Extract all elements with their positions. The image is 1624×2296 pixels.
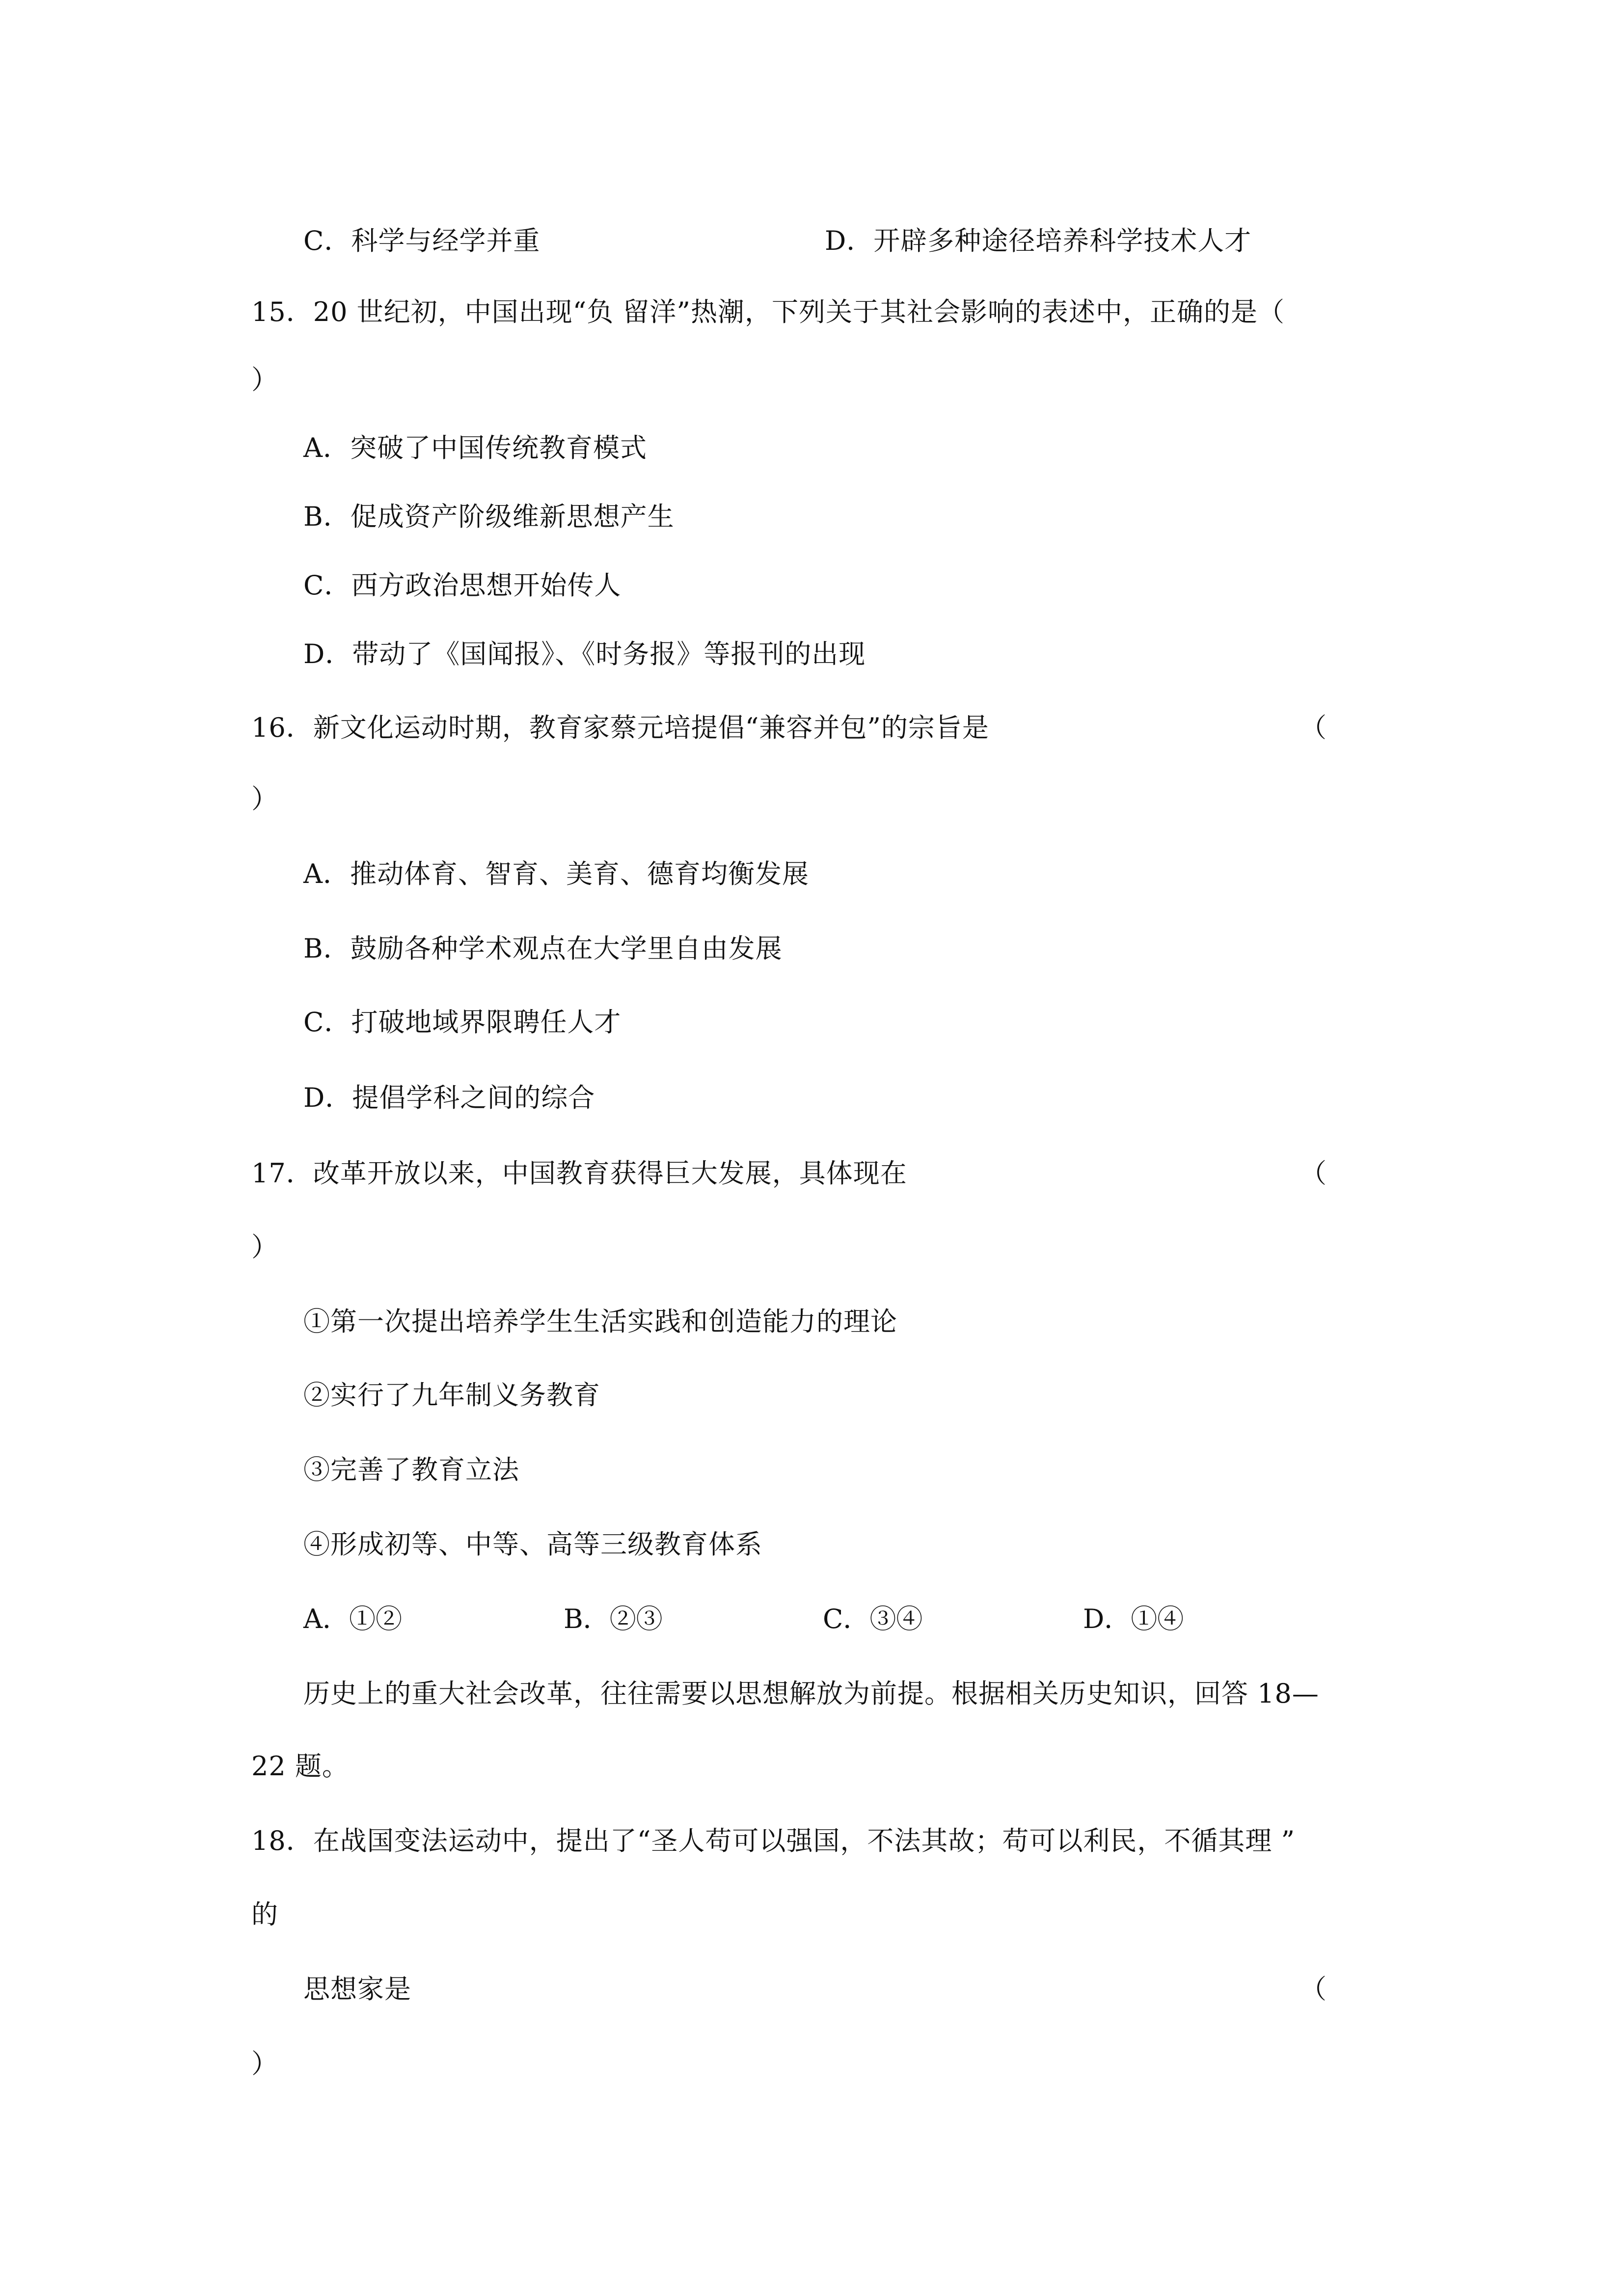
q17-close-paren: ）: [251, 1231, 278, 1262]
q16-close-paren: ）: [251, 783, 278, 814]
q17-option-b: B．②③: [564, 1603, 663, 1634]
q18-open-paren: （: [1300, 1974, 1327, 2004]
q18-close-paren: ）: [251, 2048, 278, 2079]
q17-item-4: ④形成初等、中等、高等三级教育体系: [303, 1529, 762, 1560]
q15-stem: 15．20 世纪初，中国出现“负 留洋”热潮，下列关于其社会影响的表述中，正确的是（: [251, 296, 1285, 327]
q17-item-2: ②实行了九年制义务教育: [303, 1380, 600, 1411]
q16-option-a: A．推动体育、智育、美育、德育均衡发展: [303, 858, 809, 889]
q17-item-3: ③完善了教育立法: [303, 1454, 519, 1485]
q15-option-d: D．带动了《国闻报》、《时务报》等报刊的出现: [303, 639, 866, 669]
q16-option-d: D．提倡学科之间的综合: [303, 1082, 595, 1113]
q17-open-paren: （: [1300, 1158, 1327, 1189]
q17-stem: 17．改革开放以来，中国教育获得巨大发展，具体现在: [251, 1158, 907, 1189]
q18-stem: 18．在战国变法运动中，提出了“圣人苟可以强国，不法其故；苟可以利民，不循其理 ”: [251, 1825, 1296, 1856]
intro-line-2: 22 题。: [251, 1751, 349, 1782]
q16-option-c: C．打破地域界限聘任人才: [303, 1007, 622, 1038]
q17-option-c: C．③④: [823, 1603, 923, 1634]
q14-option-c: C．科学与经学并重: [303, 225, 541, 256]
q18-stem-line-2: 思想家是: [303, 1974, 411, 2004]
q18-stem-cont: 的: [251, 1899, 278, 1930]
q15-close-paren: ）: [251, 364, 278, 395]
q17-option-a: A．①②: [303, 1603, 402, 1634]
intro-line-1: 历史上的重大社会改革，往往需要以思想解放为前提。根据相关历史知识，回答 18—: [303, 1678, 1319, 1709]
q17-item-1: ①第一次提出培养学生生活实践和创造能力的理论: [303, 1306, 897, 1337]
q15-option-c: C．西方政治思想开始传人: [303, 570, 622, 601]
q14-option-d: D．开辟多种途径培养科学技术人才: [825, 225, 1252, 256]
q15-option-a: A．突破了中国传统教育模式: [303, 432, 647, 463]
q16-option-b: B．鼓励各种学术观点在大学里自由发展: [303, 933, 783, 964]
q16-open-paren: （: [1300, 712, 1327, 743]
q15-option-b: B．促成资产阶级维新思想产生: [303, 501, 675, 532]
q17-option-d: D．①④: [1083, 1603, 1184, 1634]
q16-stem: 16．新文化运动时期，教育家蔡元培提倡“兼容并包”的宗旨是: [251, 712, 989, 743]
